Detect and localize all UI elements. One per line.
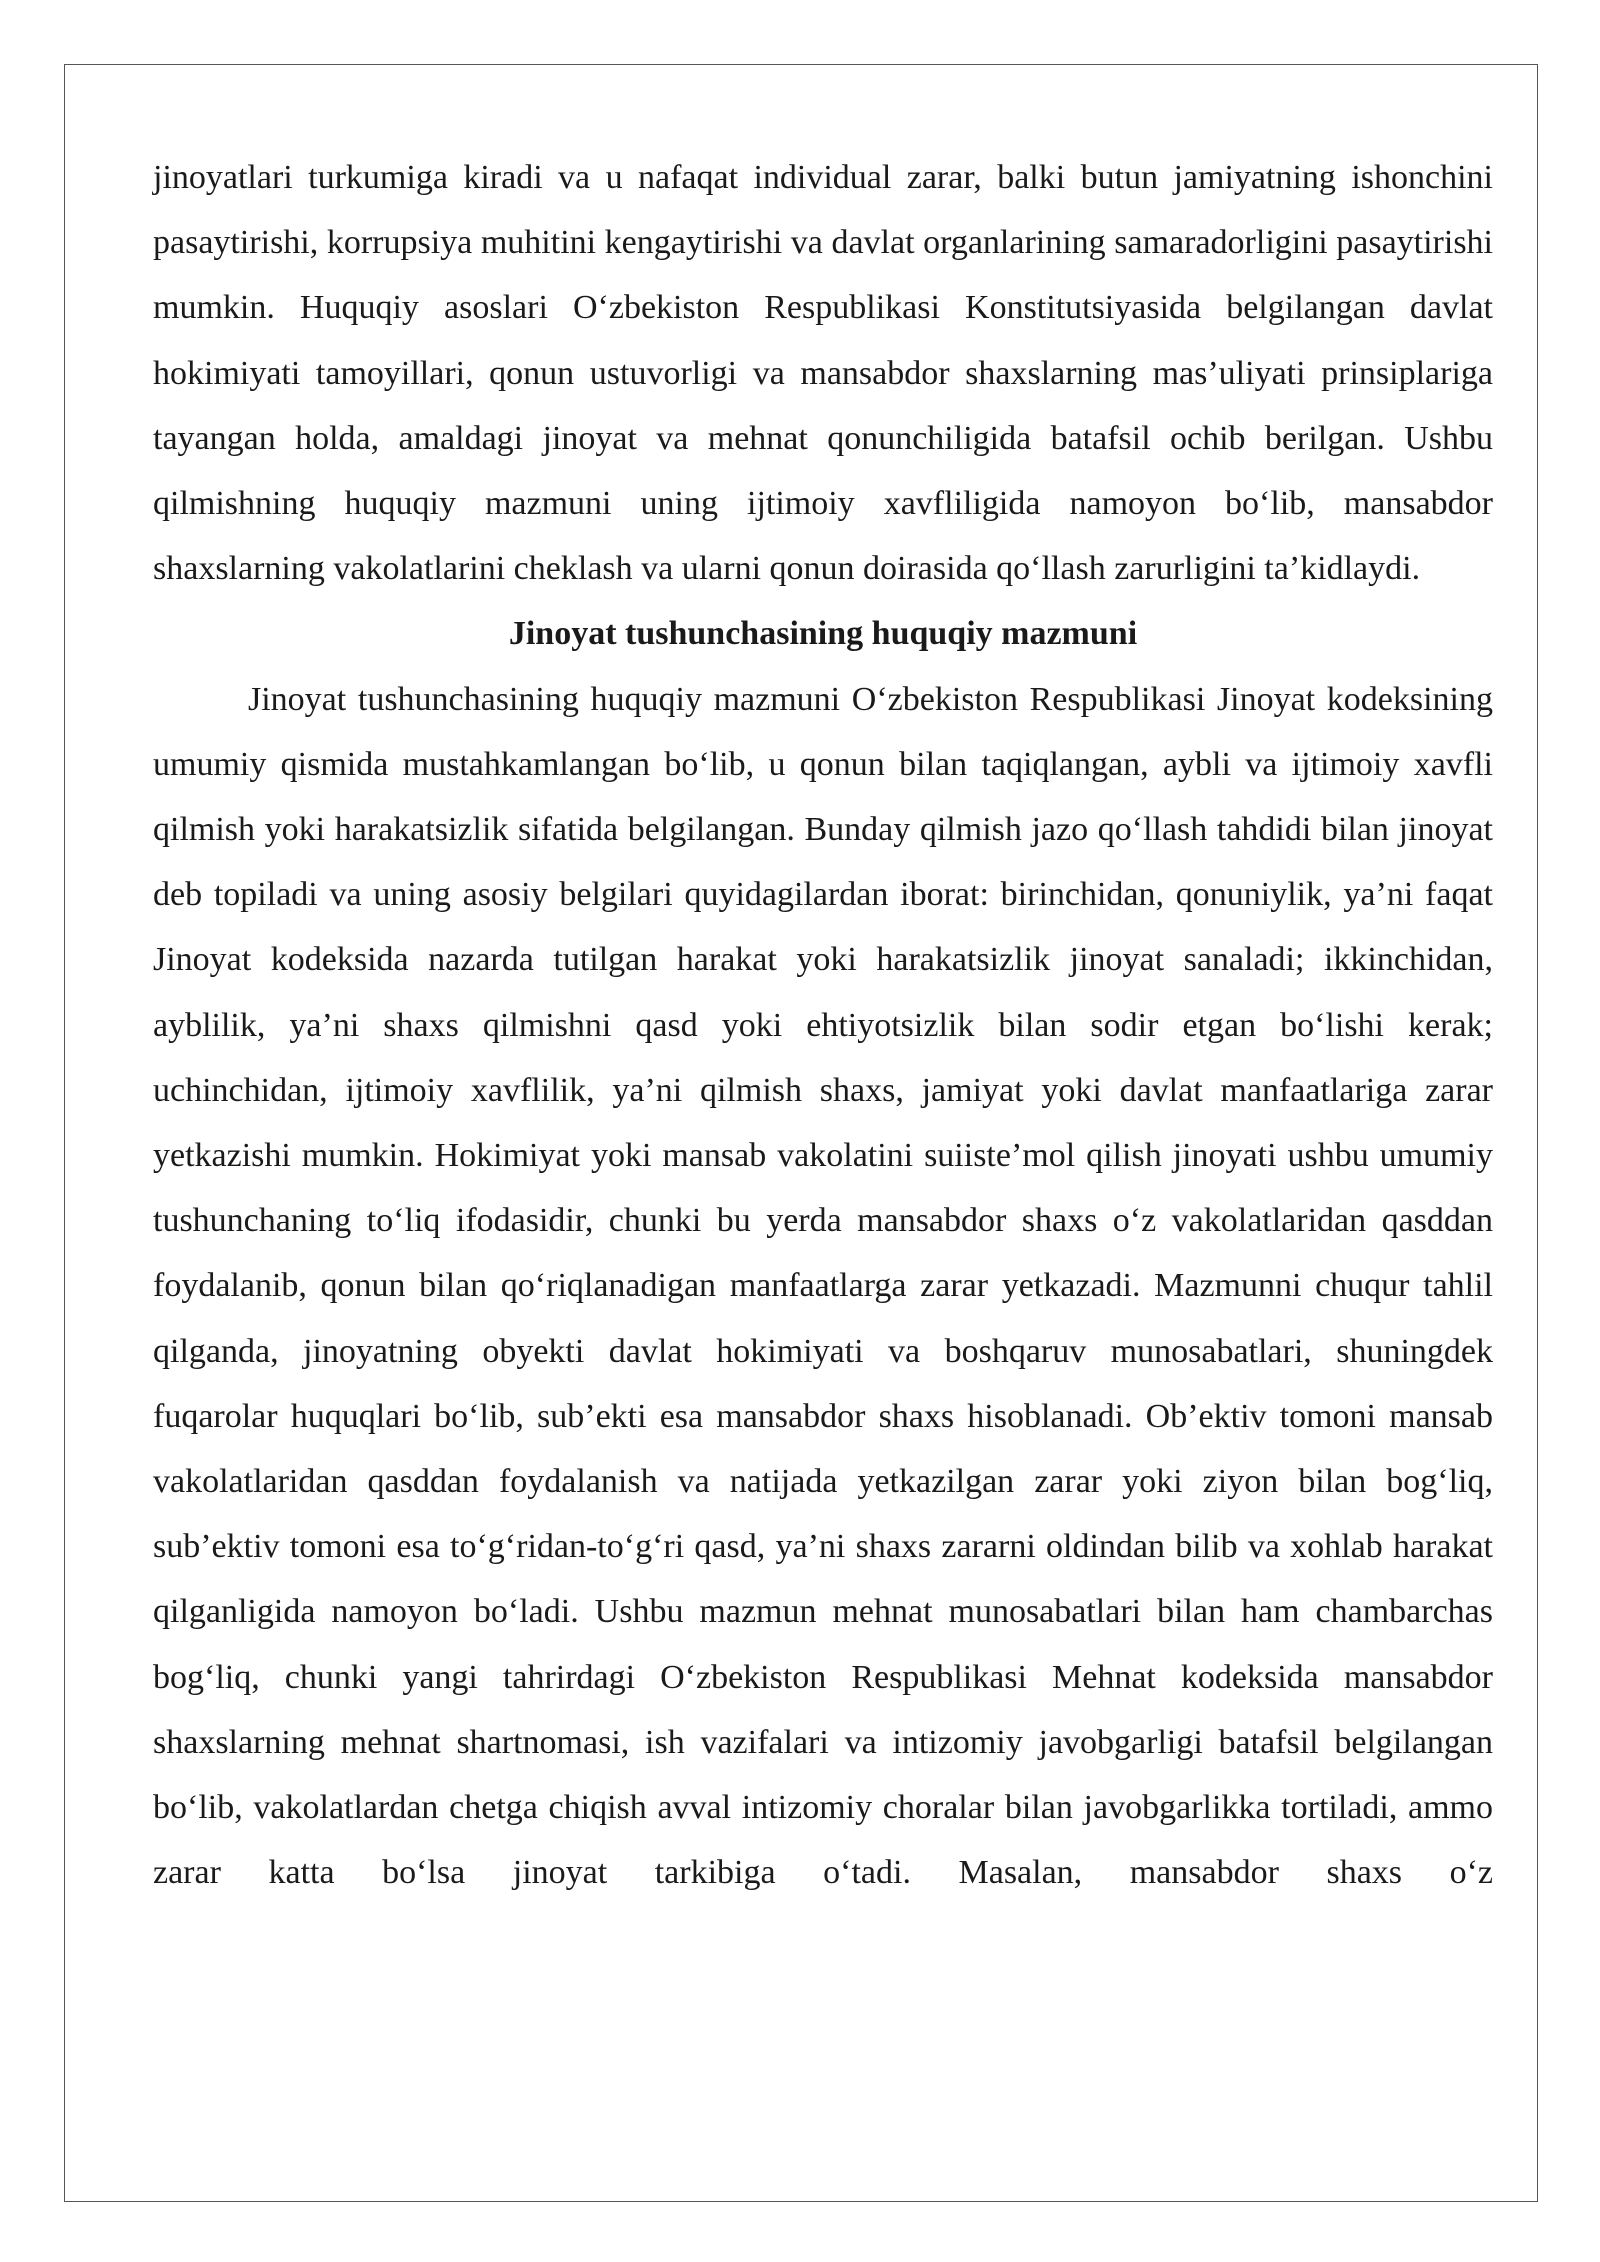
document-body xyxy=(153,145,1493,1905)
paragraph-main: Jinoyat tushunchasining huquqiy mazmuni O‘zbekiston Respublikasi Jinoyat kodeksining umumiy qismida mustahkamlangan bo‘lib, u qonun bilan taqiqlangan, aybli va ijtimoiy xavfli qilmish yoki harakatsizlik sifatida belgilangan. Bunday qilmish jazo qo‘llash tahdidi bilan jinoyat deb topiladi va uning asosiy belgilari quyidagilardan iborat: birinchidan, qonuniylik, ya’ni faqat Jinoyat kodeksida nazarda tutilgan harakat yoki harakatsizlik jinoyat sanaladi; ikkinchidan, ayblilik, ya’ni shaxs qilmishni qasd yoki ehtiyotsizlik bilan sodir etgan bo‘lishi kerak; uchinchidan, ijtimoiy xavflilik, ya’ni qilmish shaxs, jamiyat yoki davlat manfaatlariga zarar yetkazishi mumkin. Hokimiyat yoki mansab vakolatini suiiste’mol qilish jinoyati ushbu umumiy tushunchaning to‘liq ifodasidir, chunki bu yerda mansabdor shaxs o‘z vakolatlaridan qasddan foydalanib, qonun bilan qo‘riqlanadigan manfaatlarga zarar yetkazadi. Mazmunni chuqur tahlil qilganda, jinoyatning obyekti davlat hokimiyati va boshqaruv munosabatlari, shuningdek fuqarolar huquqlari bo‘lib, sub’ekti esa mansabdor shaxs hisoblanadi. Ob’ektiv tomoni mansab vakolatlaridan qasddan foydalanish va natijada yetkazilgan zarar yoki ziyon bilan bog‘liq, sub’ektiv tomoni esa to‘g‘ridan-to‘g‘ri qasd, ya’ni shaxs zararni oldindan bilib va xohlab harakat qilganligida namoyon bo‘ladi. Ushbu mazmun mehnat munosabatlari bilan ham chambarchas bog‘liq, chunki yangi tahrirdagi O‘zbekiston Respublikasi Mehnat kodeksida mansabdor shaxslarning mehnat shartnomasi, ish vazifalari va intizomiy javobgarligi batafsil belgilangan bo‘lib, vakolatlardan chetga chiqish avval intizomiy choralar bilan javobgarlikka tortiladi, ammo zarar katta bo‘lsa jinoyat tarkibiga o‘tadi. Masalan, mansabdor shaxs o‘z xyxy=(153,680,1493,1892)
section-heading: Jinoyat tushunchasining huquqiy mazmuni xyxy=(508,615,1138,653)
paragraph-intro: jinoyatlari turkumiga kiradi va u nafaqat individual zarar, balki butun jamiyatning ishonchini pasaytirishi, korrupsiya muhitini kengaytirishi va davlat organlarining samaradorligini pasaytirishi mumkin. Huquqiy asoslari O‘zbekiston Respublikasi Konstitutsiyasida belgilangan davlat hokimiyati tamoyillari, qonun ustuvorligi va mansabdor shaxslarning mas’uliyati prinsiplariga tayangan holda, amaldagi jinoyat va mehnat qonunchiligida batafsil ochib berilgan. Ushbu qilmishning huquqiy mazmuni uning ijtimoiy xavfliligida namoyon bo‘lib, mansabdor shaxslarning vakolatlarini cheklash va ularni qonun doirasida qo‘llash zarurligini ta’kidlaydi. xyxy=(153,159,1493,588)
